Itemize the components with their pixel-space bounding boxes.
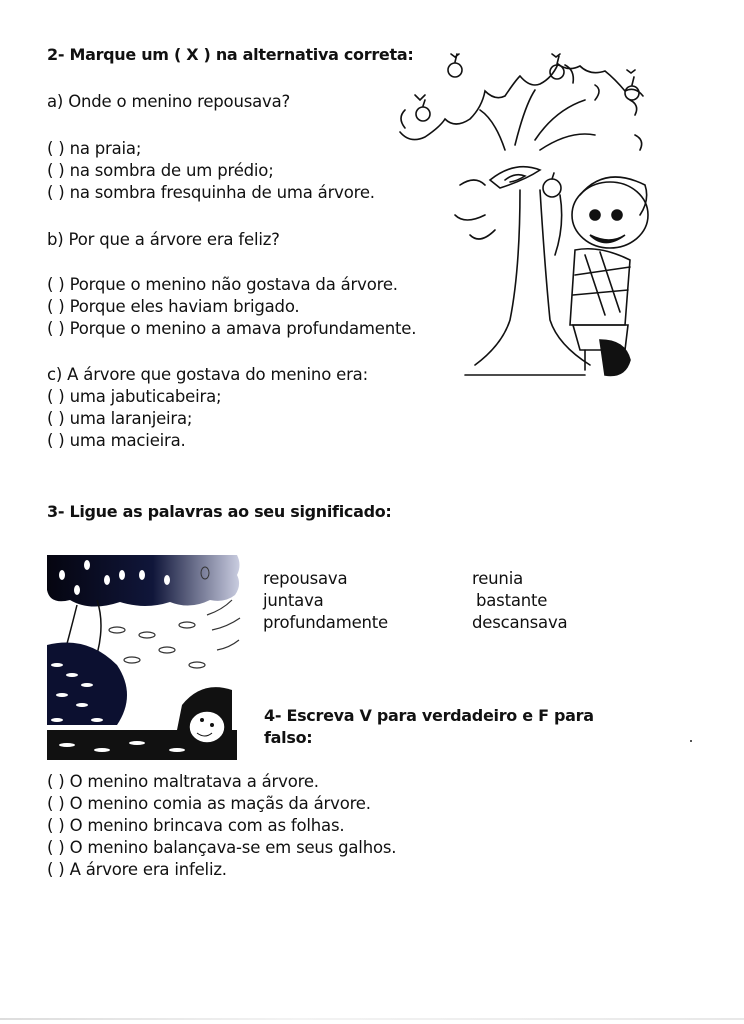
scan-speck xyxy=(690,740,692,742)
tree-boy-illustration xyxy=(395,40,655,385)
q2a-option-2[interactable]: ( ) na sombra de um prédio; xyxy=(47,161,274,180)
q2c-option-3[interactable]: ( ) uma macieira. xyxy=(47,431,186,450)
word-juntava[interactable]: juntava xyxy=(263,591,324,610)
word-profundamente[interactable]: profundamente xyxy=(263,613,389,632)
q2c-question: c) A árvore que gostava do menino era: xyxy=(47,365,368,384)
q2-title: 2- Marque um ( X ) na alternativa correta: xyxy=(47,45,414,64)
meaning-reunia[interactable]: reunia xyxy=(472,569,523,588)
q2a-question: a) Onde o menino repousava? xyxy=(47,92,291,111)
q2a-option-3[interactable]: ( ) na sombra fresquinha de uma árvore. xyxy=(47,183,375,202)
apple-icon xyxy=(448,54,462,77)
page-bottom-edge xyxy=(0,1018,744,1020)
q4-statement-4[interactable]: ( ) O menino balançava-se em seus galhos. xyxy=(47,838,397,857)
q4-statement-2[interactable]: ( ) O menino comia as maçãs da árvore. xyxy=(47,794,371,813)
q4-statement-1[interactable]: ( ) O menino maltratava a árvore. xyxy=(47,772,319,791)
meaning-bastante[interactable]: bastante xyxy=(476,591,548,610)
q2b-question: b) Por que a árvore era feliz? xyxy=(47,230,280,249)
q2c-option-2[interactable]: ( ) uma laranjeira; xyxy=(47,409,193,428)
q2b-option-2[interactable]: ( ) Porque eles haviam brigado. xyxy=(47,297,300,316)
q2b-option-3[interactable]: ( ) Porque o menino a amava profundamente. xyxy=(47,319,417,338)
q2c-option-1[interactable]: ( ) uma jabuticabeira; xyxy=(47,387,222,406)
meaning-descansava[interactable]: descansava xyxy=(472,613,568,632)
apple-icon xyxy=(625,70,639,100)
word-repousava[interactable]: repousava xyxy=(263,569,348,588)
q4-title-line1: 4- Escreva V para verdadeiro e F para xyxy=(264,706,594,725)
q4-statement-3[interactable]: ( ) O menino brincava com as folhas. xyxy=(47,816,345,835)
q3-title: 3- Ligue as palavras ao seu significado: xyxy=(47,502,392,521)
q4-statement-5[interactable]: ( ) A árvore era infeliz. xyxy=(47,860,227,879)
apple-icon xyxy=(415,95,430,121)
q2a-option-1[interactable]: ( ) na praia; xyxy=(47,139,142,158)
q4-title-line2: falso: xyxy=(264,728,313,747)
q2b-option-1[interactable]: ( ) Porque o menino não gostava da árvore. xyxy=(47,275,398,294)
leaves-boy-illustration xyxy=(47,555,242,760)
